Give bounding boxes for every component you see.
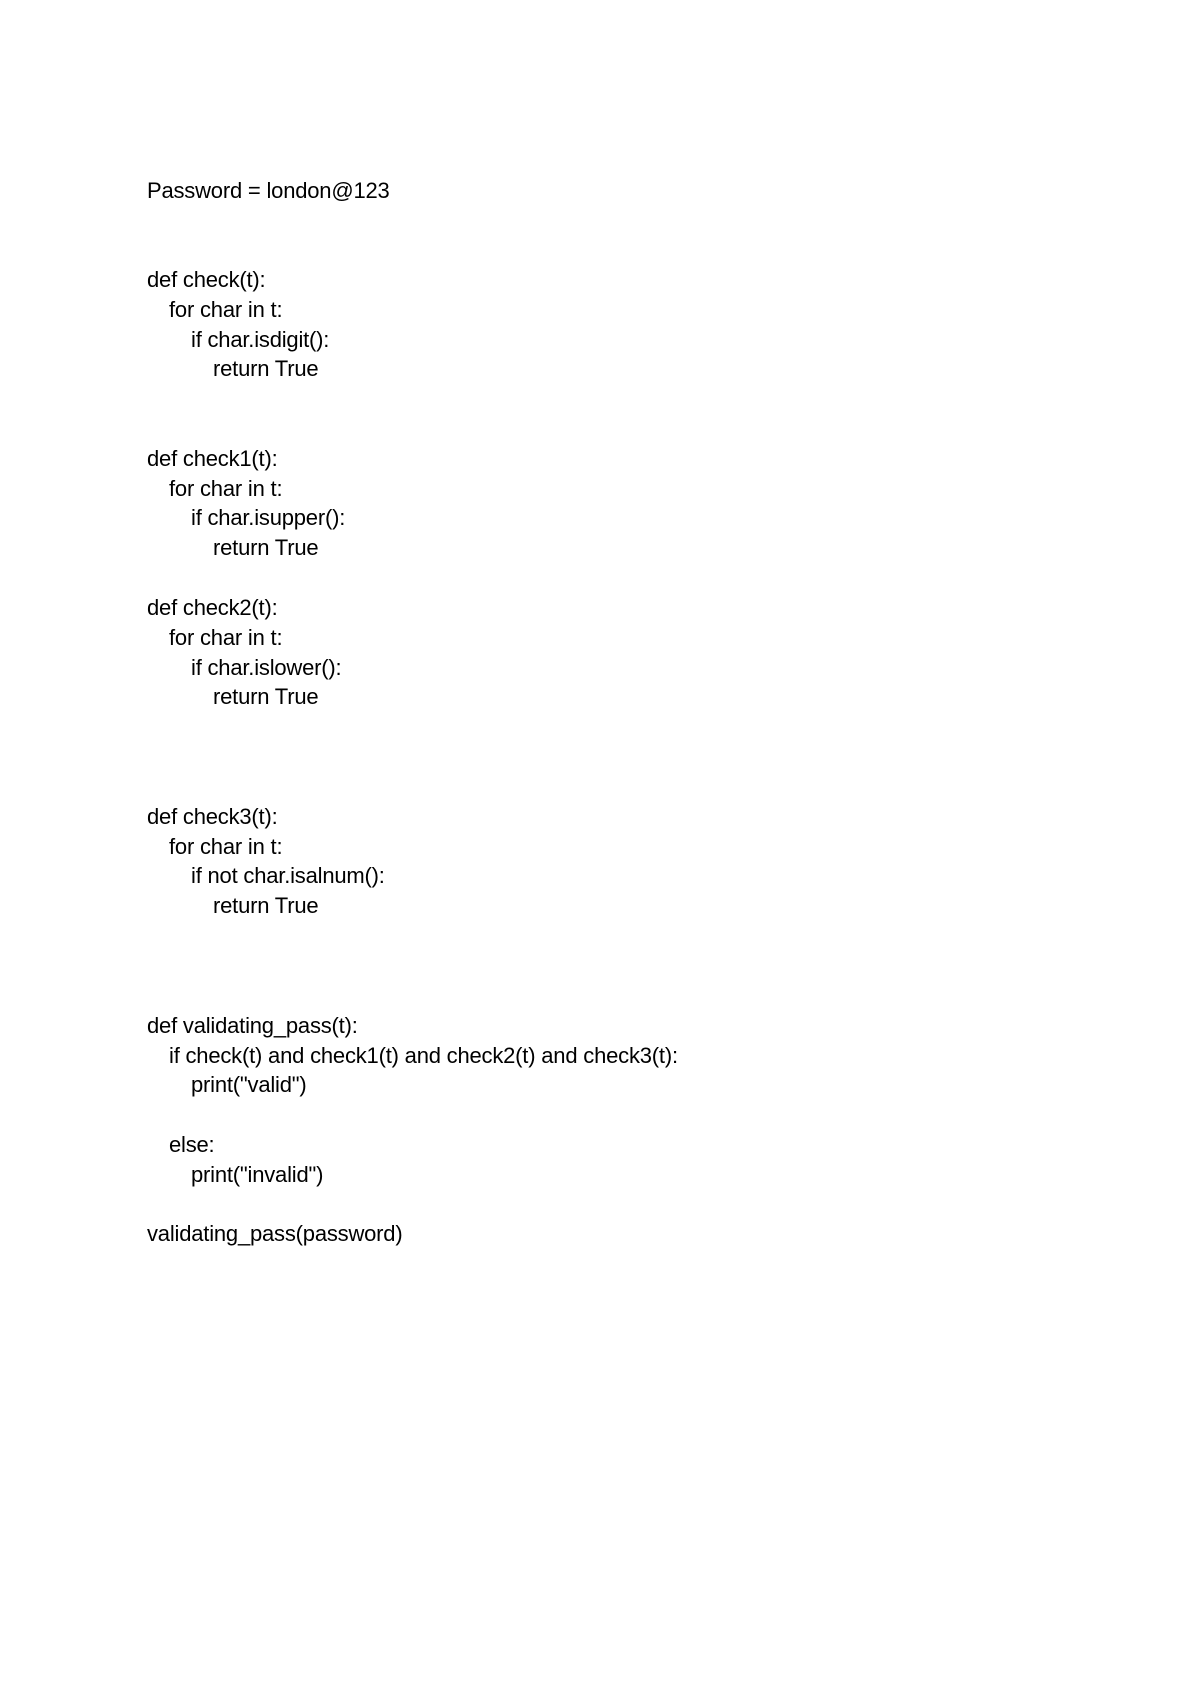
- password-assignment-line: Password = london@123: [147, 178, 390, 203]
- code-line: return True: [213, 535, 319, 560]
- code-line: def check3(t):: [147, 804, 278, 829]
- code-line: for char in t:: [169, 834, 283, 859]
- code-line: if not char.isalnum():: [191, 863, 385, 888]
- code-line: def validating_pass(t):: [147, 1013, 358, 1038]
- code-line: else:: [169, 1132, 215, 1157]
- code-line: for char in t:: [169, 625, 283, 650]
- code-line: return True: [213, 356, 319, 381]
- code-line: if check(t) and check1(t) and check2(t) and check3(t):: [169, 1043, 678, 1068]
- code-line: for char in t:: [169, 476, 283, 501]
- code-line: def check1(t):: [147, 446, 278, 471]
- code-line: for char in t:: [169, 297, 283, 322]
- code-line: if char.isdigit():: [191, 327, 330, 352]
- document-body: [147, 0, 1147, 1698]
- code-line: if char.islower():: [191, 655, 342, 680]
- code-line: print("valid"): [191, 1072, 307, 1097]
- code-line: if char.isupper():: [191, 505, 346, 530]
- code-line: return True: [213, 684, 319, 709]
- code-line: def check(t):: [147, 267, 266, 292]
- code-line: return True: [213, 893, 319, 918]
- code-line: def check2(t):: [147, 595, 278, 620]
- code-line: validating_pass(password): [147, 1221, 403, 1246]
- code-line: print("invalid"): [191, 1162, 324, 1187]
